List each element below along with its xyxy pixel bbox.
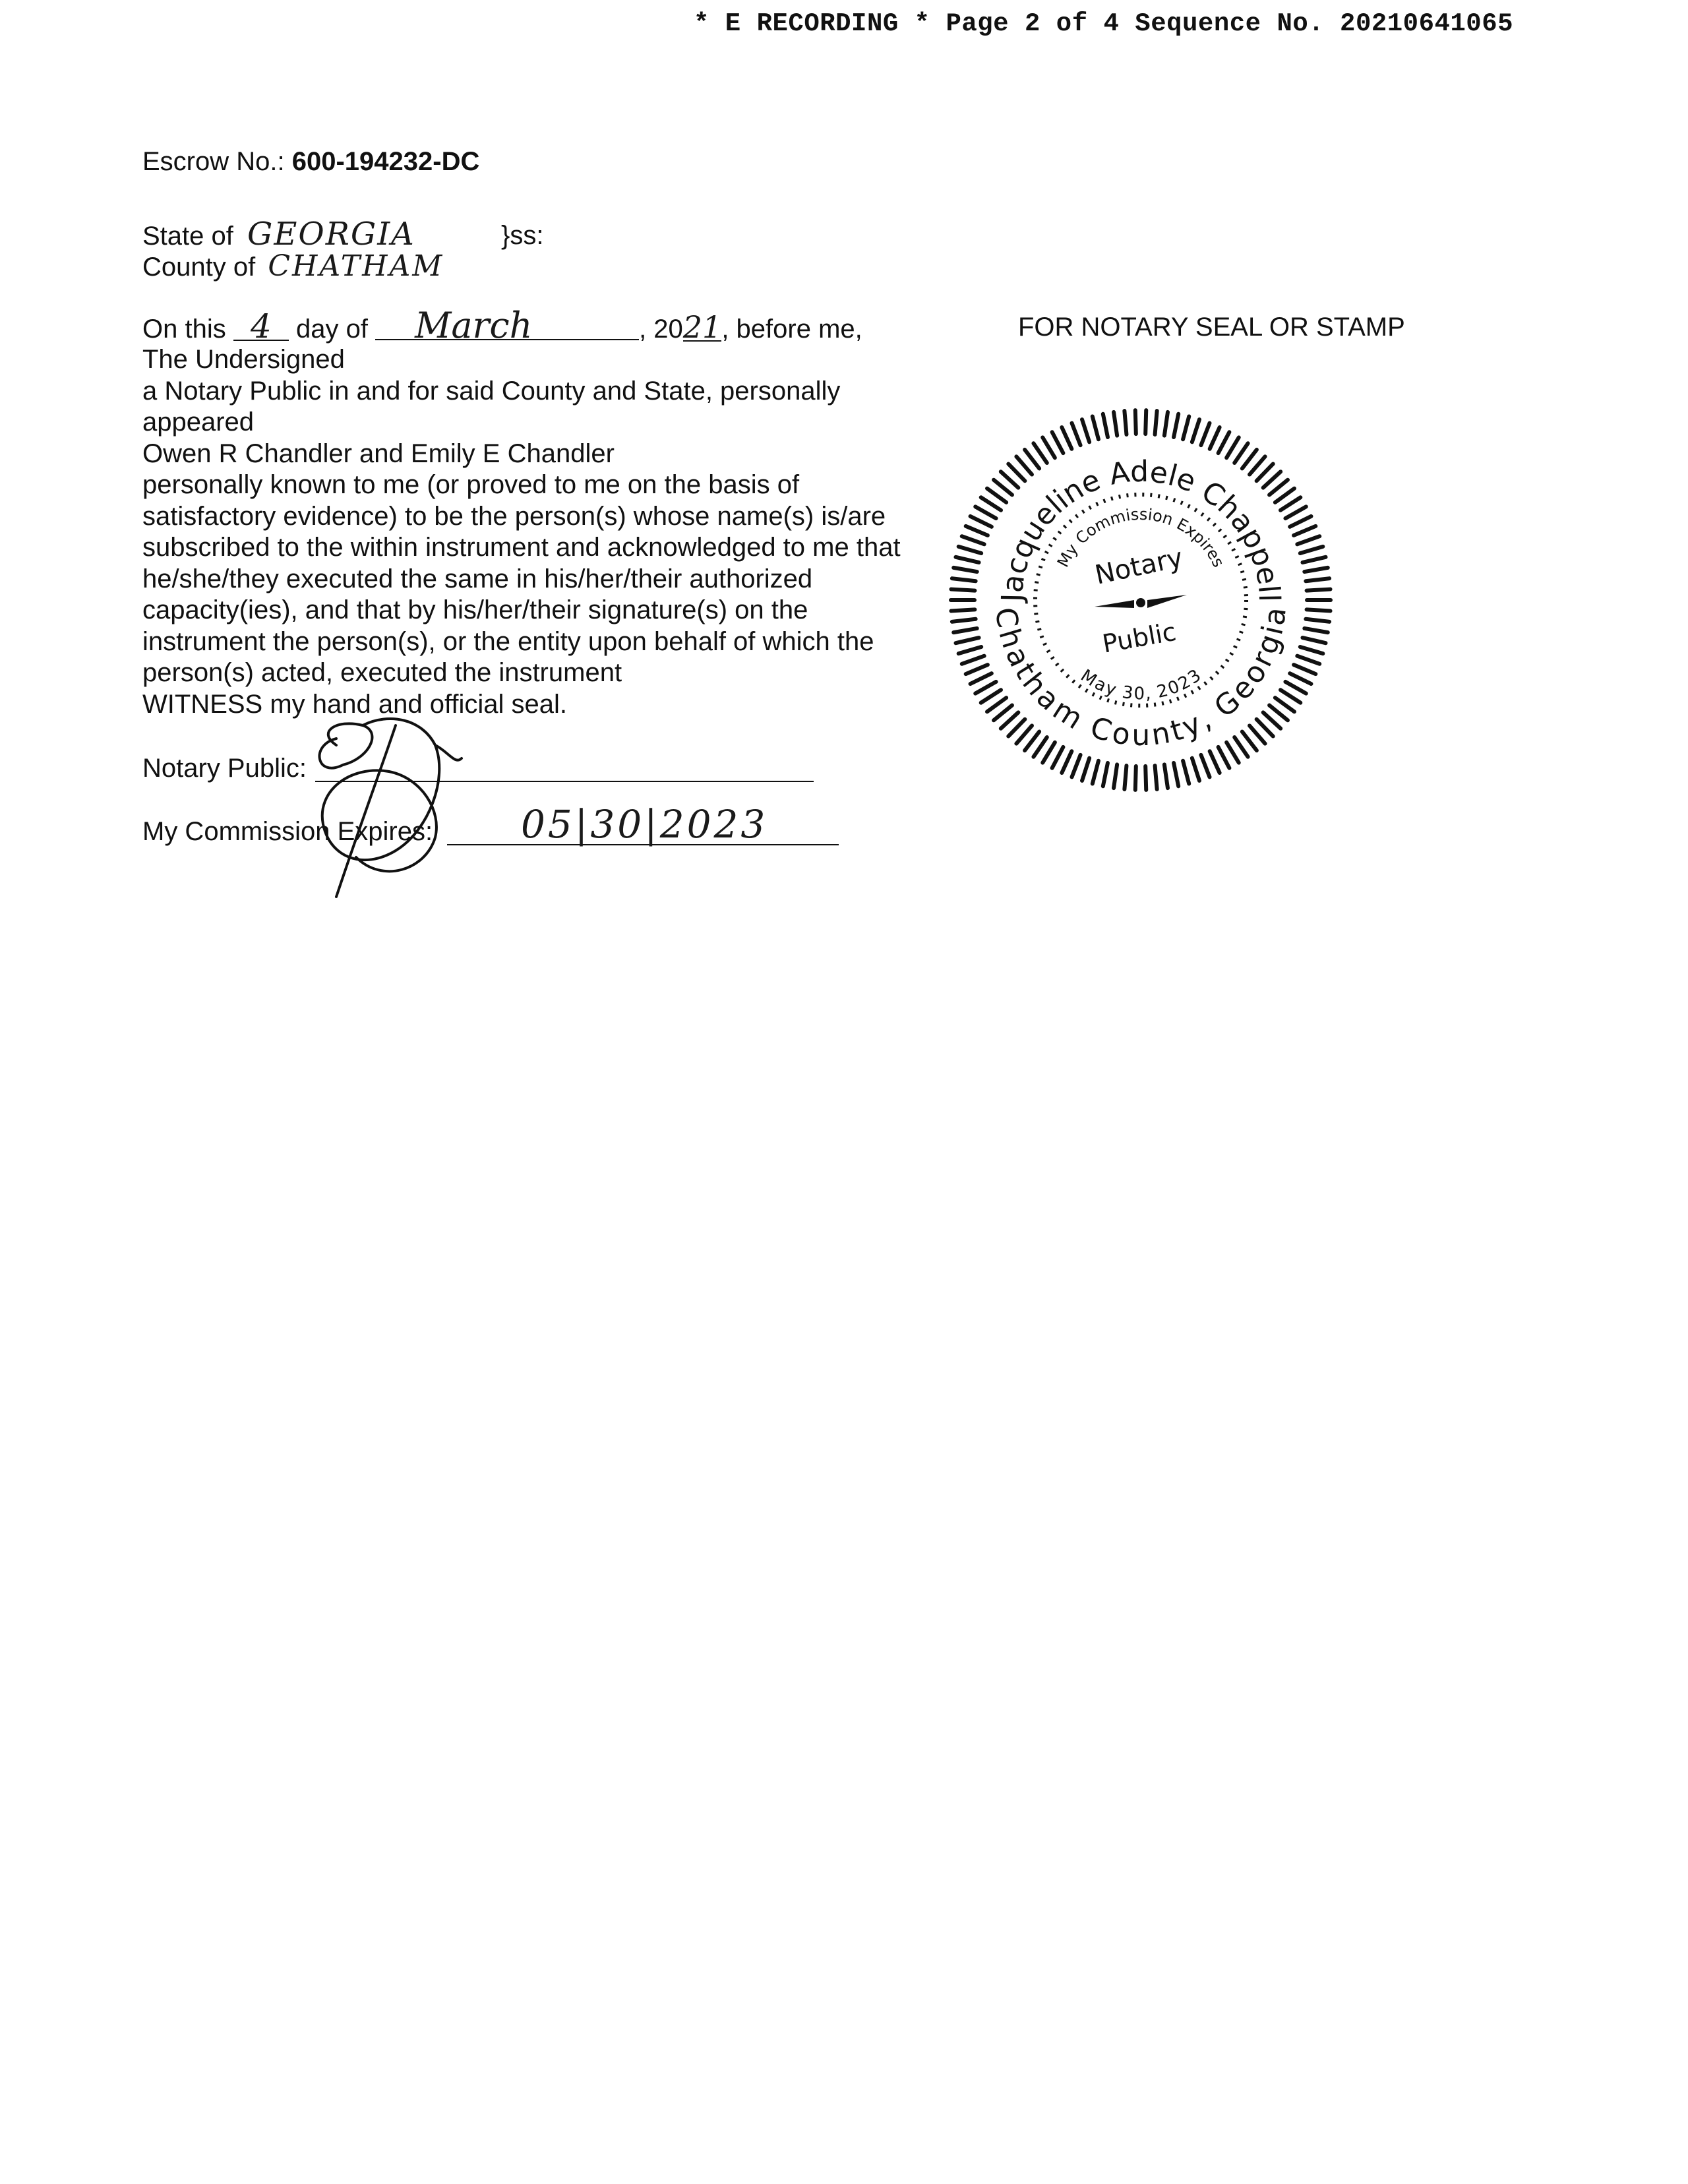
year-prefix: , 20 [639,315,683,344]
seal-tick [966,665,988,674]
seal-tick [1164,412,1168,436]
seal-tick [953,568,977,572]
seal-outer-bottom-text: Chatham County, Georgia [988,605,1293,753]
notary-public-label: Notary Public: [142,754,307,783]
seal-tick [1174,414,1178,437]
escrow-number: 600-194232-DC [291,147,480,176]
seal-center-top-text: Notary [1092,542,1186,591]
body-line: WITNESS my hand and official seal. [142,689,567,719]
seal-tick [1219,747,1230,768]
seal-inner-bottom-text: May 30, 2023 [1077,665,1205,704]
seal-tick [1234,737,1248,757]
body-line: person(s) acted, executed the instrument [142,658,622,687]
seal-tick [1192,758,1199,781]
seal-tick [1103,763,1108,786]
seal-tick [975,506,996,518]
seal-tick [1285,682,1306,694]
on-this-label: On this [142,315,226,344]
seal-tick [1242,732,1257,751]
seal-tick [1135,410,1136,434]
escrow-label: Escrow No.: [142,147,285,176]
seal-tick [1307,590,1331,591]
seal-tick [1114,764,1117,788]
commission-date-handwritten: 05|30|2023 [521,802,768,847]
seal-tick [1226,743,1239,763]
seal-tick [981,497,1001,510]
county-label: County of [142,253,256,282]
body-line: appeared [142,408,255,437]
seal-tick [1093,761,1099,784]
seal-tick [959,547,982,553]
seal-tick [953,628,977,632]
body-line: subscribed to the within instrument and acknowledged to me that [142,533,901,562]
acknowledgment-date-line [142,305,862,346]
seal-tick [952,619,976,622]
acknowledgment-body [142,344,901,720]
seal-tick [1052,747,1064,768]
seal-tick [1307,609,1331,611]
seal-tick [1275,489,1294,502]
state-line [142,216,415,253]
seal-tick [1052,432,1064,453]
month-handwritten: March [375,313,639,340]
body-line: personally known to me (or proved to me on the basis of [142,470,800,499]
seal-tick [1145,410,1146,434]
seal-tick [962,656,984,664]
seal-caption: FOR NOTARY SEAL OR STAMP [1018,313,1405,342]
seal-tick [1297,656,1319,664]
seal-tick [1155,766,1157,789]
seal-tick [1164,764,1168,788]
notary-signature [290,686,501,903]
seal-tick [1210,751,1220,773]
seal-tick [1294,526,1315,535]
body-line: capacity(ies), and that by his/her/their signature(s) on the [142,595,808,624]
seal-tick [951,609,975,611]
seal-tick [1300,547,1323,553]
seal-tick [1304,628,1327,632]
body-line: satisfactory evidence) to be the person(s) whose name(s) is/are [142,501,886,531]
seal-center-bottom-text: Public [1100,617,1178,659]
seal-tick [955,638,979,643]
seal-tick [1093,416,1099,439]
seal-tick [1103,414,1108,437]
seal-tick [1297,536,1319,544]
seal-tick [1201,423,1209,446]
seal-tick [1114,412,1117,436]
body-line: The Undersigned [142,345,345,374]
escrow-line [142,146,479,177]
seal-tick [962,536,984,544]
seal-tick [966,526,988,535]
year-handwritten: 21 [682,309,722,345]
seal-tick [1183,416,1189,439]
seal-tick [1082,758,1089,781]
seal-tick [955,557,979,562]
body-line: a Notary Public in and for said County and State, personally [142,376,841,406]
seal-tick [1183,761,1189,784]
seal-tick [1234,443,1248,463]
seal-tick [1219,432,1230,453]
seal-tick [951,590,975,591]
seal-tick [1302,638,1325,643]
seal-outer-top-text: Jacqueline Adele Chappell [995,454,1286,603]
seal-tick [1082,419,1089,442]
seal-tick [1300,647,1323,653]
seal-tick [1285,506,1306,518]
seal-tick [1062,427,1071,449]
seal-tick [987,489,1006,502]
seal-tick [1210,427,1220,449]
seal-tick [1145,766,1146,790]
seal-tick [1042,743,1055,763]
recording-header: * E RECORDING * Page 2 of 4 Sequence No. 20210641065 [694,9,1513,38]
seal-tick [1062,751,1071,773]
seal-tick [1294,665,1315,674]
state-handwritten-value: GEORGIA [247,216,415,253]
body-line: he/she/they executed the same in his/her/their authorized [142,564,813,593]
seal-tick [1306,619,1329,622]
seal-tick [987,698,1006,712]
seal-tick [1033,443,1046,463]
seal-tick [975,682,996,694]
seal-tick [1306,578,1329,581]
seal-tick [971,673,992,684]
seal-tick [1124,766,1126,789]
seal-tick [1290,673,1311,684]
seal-tick [1275,698,1294,712]
seal-tick [1242,450,1257,469]
seal-tick [1025,450,1039,469]
body-line: instrument the person(s), or the entity upon behalf of which the [142,626,874,656]
ss-marker: }ss: [501,221,544,250]
seal-inner-top-text: My Commission Expires [1053,504,1228,570]
before-me-label: , before me, [721,315,862,344]
seal-tick [1072,755,1081,777]
seal-tick [1226,437,1239,458]
seal-tick [1281,497,1300,510]
seal-tick [1124,411,1126,435]
seal-tick [959,647,982,653]
seal-tick [1155,411,1157,435]
seal-tick [1290,516,1311,527]
seal-tick [1302,557,1325,562]
seal-tick [1192,419,1199,442]
seal-tick [952,578,976,581]
day-of-label: day of [295,315,368,344]
county-handwritten-value: CHATHAM [268,249,444,283]
seal-tick [1042,437,1055,458]
commission-expires-label: My Commission Expires: [142,817,433,846]
seal-center-ornament [1095,595,1187,608]
day-handwritten: 4 [233,313,289,341]
state-label: State of [142,222,233,251]
seal-tick [971,516,992,527]
seal-tick [1281,690,1300,702]
seal-tick [1135,766,1136,790]
seal-tick [1072,423,1081,446]
county-line [142,251,444,283]
seal-tick [1304,568,1327,572]
seal-tick [1025,732,1039,751]
seal-tick [1201,755,1209,777]
seal-tick [1033,737,1046,757]
body-line: Owen R Chandler and Emily E Chandler [142,439,615,468]
seal-tick [1174,763,1178,786]
notary-seal [943,402,1339,798]
seal-tick [981,690,1001,702]
